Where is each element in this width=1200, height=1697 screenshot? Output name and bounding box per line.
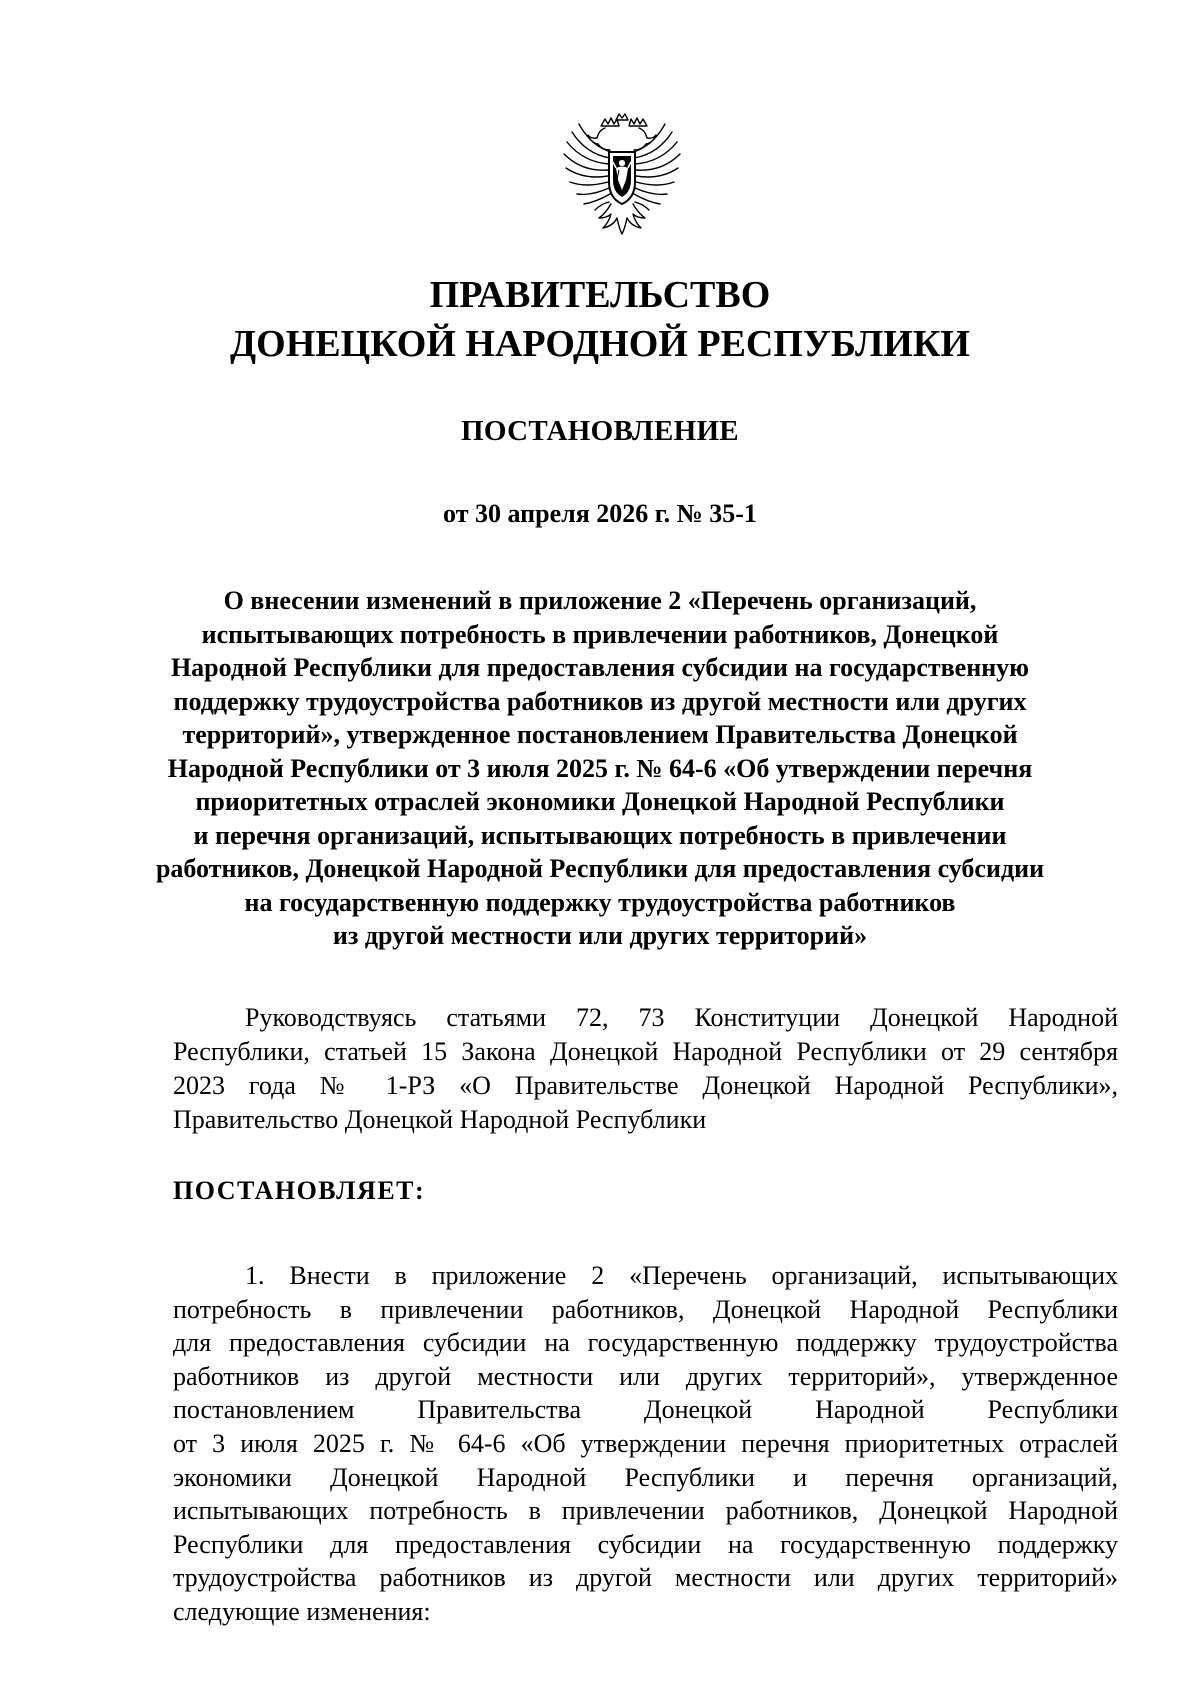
resolves-heading: ПОСТАНОВЛЯЕТ: <box>173 1176 426 1205</box>
document-subject <box>150 584 1050 953</box>
paragraph-line: Республики, статьей 15 Закона Донецкой Народной Республики от 29 сентября <box>173 1037 1118 1066</box>
paragraph-line: испытывающих потребность в привлечении работников, Донецкой Народной <box>173 1496 1118 1526</box>
paragraph-line: потребность в привлечении работников, Донецкой Народной Республики <box>173 1294 1118 1324</box>
subject-line: Народной Республики от 3 июля 2025 г. № 64-6 «Об утверждении перечня <box>167 753 1033 783</box>
resolution-item-1 <box>173 1259 1118 1629</box>
paragraph-line: для предоставления субсидии на государственную поддержку трудоустройства <box>173 1328 1118 1358</box>
subject-line: испытывающих потребность в привлечении работников, Донецкой <box>201 619 999 649</box>
paragraph-line: постановлением Правительства Донецкой Народной Республики <box>173 1395 1118 1425</box>
subject-line: работников, Донецкой Народной Республики для предоставления субсидии <box>155 854 1045 883</box>
government-name-line-2: ДОНЕЦКОЙ НАРОДНОЙ РЕСПУБЛИКИ <box>230 323 970 365</box>
subject-line: поддержку трудоустройства работников из другой местности или других <box>173 686 1027 716</box>
paragraph-line: от 3 июля 2025 г. № 64-6 «Об утверждении перечня приоритетных отраслей <box>173 1428 1118 1458</box>
paragraph-line: следующие изменения: <box>173 1596 431 1626</box>
paragraph-line: 2023 года № 1-РЗ «О Правительстве Донецкой Народной Республики», <box>173 1071 1118 1100</box>
government-name-line-1: ПРАВИТЕЛЬСТВО <box>429 274 771 316</box>
subject-line: из другой местности или других территорий» <box>332 921 868 950</box>
paragraph-line: экономики Донецкой Народной Республики и перечня организаций, <box>173 1462 1118 1492</box>
subject-line: на государственную поддержку трудоустройства работников <box>244 887 956 917</box>
document-type: ПОСТАНОВЛЕНИЕ <box>461 415 739 447</box>
legal-basis-paragraph <box>173 1001 1118 1137</box>
subject-line: О внесении изменений в приложение 2 «Перечень организаций, <box>223 586 977 615</box>
subject-line: Народной Республики для предоставления субсидии на государственную <box>170 653 1030 682</box>
subject-line: территорий», утвержденное постановлением Правительства Донецкой <box>182 720 1018 749</box>
paragraph-line: трудоустройства работников из другой местности или других территорий» <box>173 1563 1118 1593</box>
document-date-number: от 30 апреля 2026 г. № 35-1 <box>443 499 757 528</box>
paragraph-line: Руководствуясь статьями 72, 73 Конституции Донецкой Народной <box>245 1003 1118 1032</box>
paragraph-line: Республики для предоставления субсидии на государственную поддержку <box>173 1529 1118 1559</box>
paragraph-line: Правительство Донецкой Народной Республики <box>173 1105 707 1134</box>
subject-line: приоритетных отраслей экономики Донецкой Народной Республики <box>195 787 1005 816</box>
paragraph-line: 1. Внести в приложение 2 «Перечень организаций, испытывающих <box>245 1261 1118 1290</box>
paragraph-line: работников из другой местности или других территорий», утвержденное <box>173 1361 1118 1391</box>
coat-of-arms-icon <box>561 112 683 247</box>
subject-line: и перечня организаций, испытывающих потребность в привлечении <box>193 820 1007 850</box>
